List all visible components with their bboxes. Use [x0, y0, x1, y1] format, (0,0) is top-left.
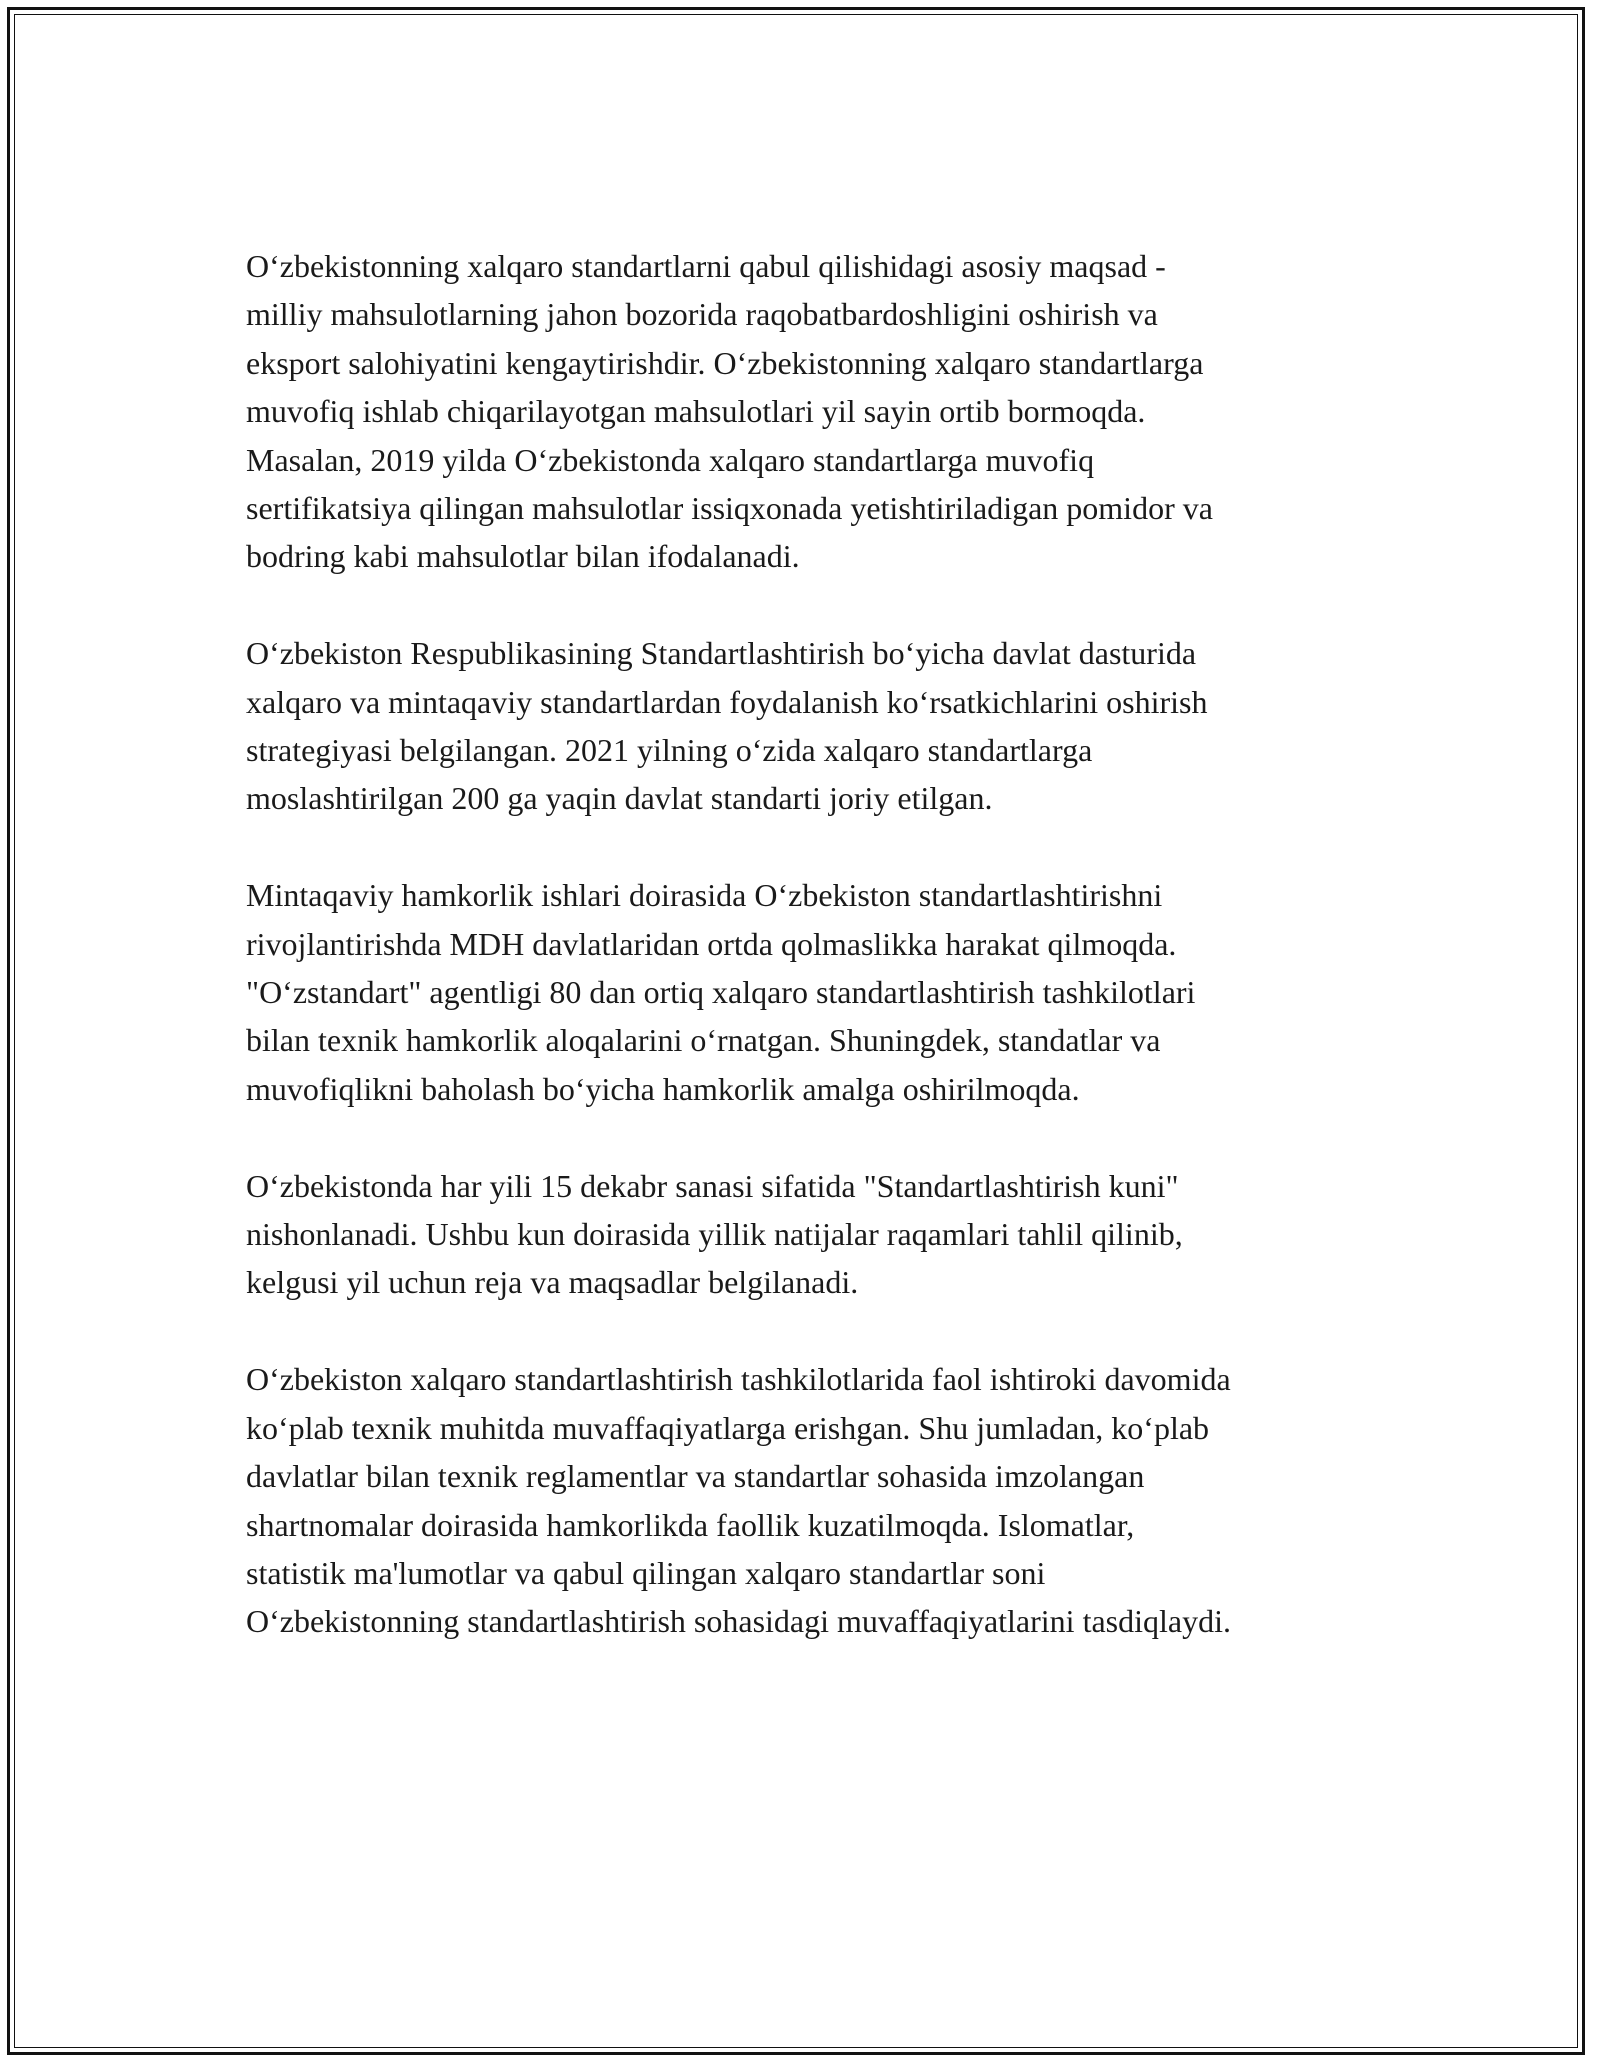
text-line: kelgusi yil uchun reja va maqsadlar belgilanadi. — [246, 1264, 859, 1301]
text-line: davlatlar bilan texnik reglamentlar va standartlar sohasida imzolangan — [246, 1458, 1145, 1495]
text-line: O‘zbekiston Respublikasining Standartlashtirish bo‘yicha davlat dasturida — [246, 635, 1197, 672]
text-line: Mintaqaviy hamkorlik ishlari doirasida O‘zbekiston standartlashtirishni — [246, 877, 1163, 914]
text-line: xalqaro va mintaqaviy standartlardan foydalanish ko‘rsatkichlarini oshirish — [246, 683, 1208, 720]
paragraph-1 — [246, 242, 1406, 581]
text-line: strategiyasi belgilangan. 2021 yilning o‘zida xalqaro standartlarga — [246, 732, 1093, 769]
text-line: ko‘plab texnik muhitda muvaffaqiyatlarga erishgan. Shu jumladan, ko‘plab — [246, 1409, 1210, 1446]
paragraph-2 — [246, 629, 1406, 823]
text-line: O‘zbekistonda har yili 15 dekabr sanasi sifatida "Standartlashtirish kuni" — [246, 1167, 1179, 1204]
text-line: muvofiq ishlab chiqarilayotgan mahsulotlari yil sayin ortib bormoqda. — [246, 393, 1146, 430]
text-line: statistik ma'lumotlar va qabul qilingan xalqaro standartlar soni — [246, 1554, 1046, 1591]
text-line: sertifikatsiya qilingan mahsulotlar issiqxonada yetishtiriladigan pomidor va — [246, 490, 1213, 527]
text-line: eksport salohiyatini kengaytirishdir. O‘zbekistonning xalqaro standartlarga — [246, 344, 1204, 381]
text-line: nishonlanadi. Ushbu kun doirasida yillik natijalar raqamlari tahlil qilinib, — [246, 1216, 1183, 1253]
text-line: shartnomalar doirasida hamkorlikda faollik kuzatilmoqda. Islomatlar, — [246, 1506, 1135, 1543]
text-line: Masalan, 2019 yilda O‘zbekistonda xalqaro standartlarga muvofiq — [246, 441, 1095, 478]
text-line: bilan texnik hamkorlik aloqalarini o‘rnatgan. Shuningdek, standatlar va — [246, 1022, 1161, 1059]
text-line: O‘zbekiston xalqaro standartlashtirish tashkilotlarida faol ishtiroki davomida — [246, 1361, 1231, 1398]
paragraph-3 — [246, 871, 1406, 1113]
text-line: "O‘zstandart" agentligi 80 dan ortiq xalqaro standartlashtirish tashkilotlari — [246, 974, 1196, 1011]
text-line: moslashtirilgan 200 ga yaqin davlat standarti joriy etilgan. — [246, 780, 993, 817]
paragraph-5 — [246, 1355, 1406, 1645]
paragraph-4 — [246, 1162, 1406, 1307]
text-line: rivojlantirishda MDH davlatlaridan ortda qolmaslikka harakat qilmoqda. — [246, 925, 1177, 962]
text-line: milliy mahsulotlarning jahon bozorida raqobatbardoshligini oshirish va — [246, 296, 1158, 333]
text-line: muvofiqlikni baholash bo‘yicha hamkorlik amalga oshirilmoqda. — [246, 1070, 1080, 1107]
text-line: bodring kabi mahsulotlar bilan ifodalanadi. — [246, 538, 800, 575]
document-body — [246, 242, 1406, 1694]
text-line: O‘zbekistonning xalqaro standartlarni qabul qilishidagi asosiy maqsad - — [246, 248, 1166, 284]
text-line: O‘zbekistonning standartlashtirish sohasidagi muvaffaqiyatlarini tasdiqlaydi. — [246, 1603, 1231, 1640]
page-border — [7, 7, 1585, 2055]
